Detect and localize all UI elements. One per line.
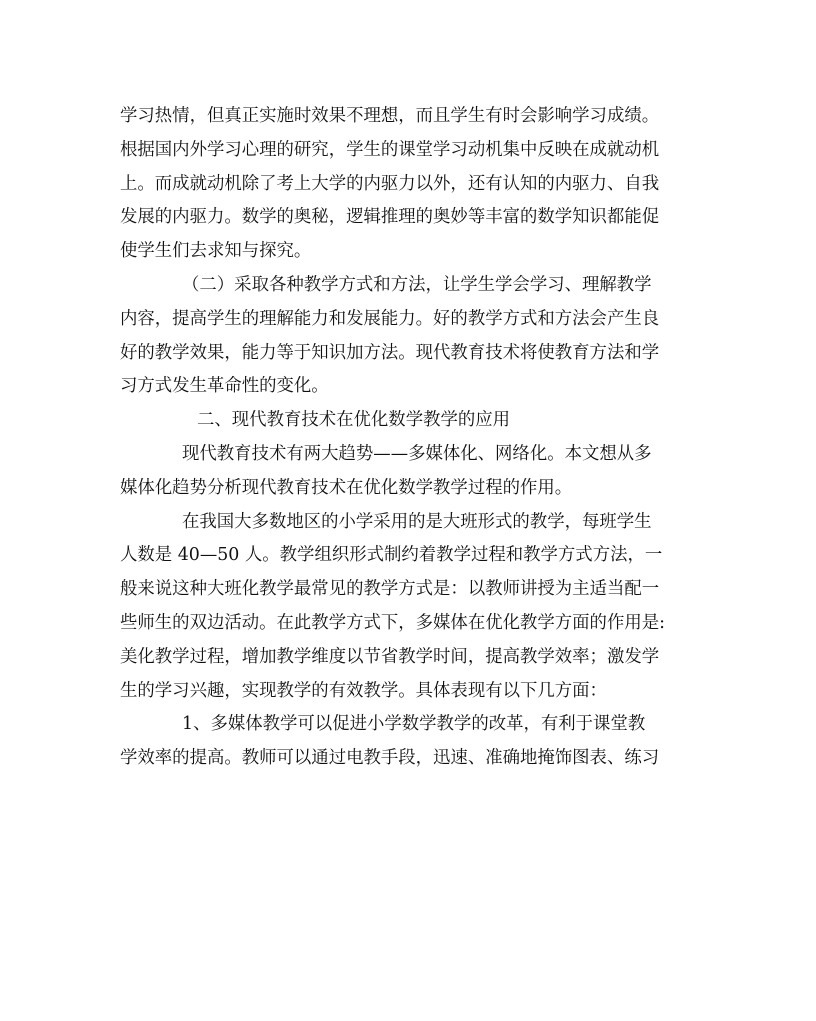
paragraph-line: 习方式发生革命性的变化。 <box>120 376 329 397</box>
paragraph-line: 好的教学效果，能力等于知识加方法。现代教育技术将使教育方法和学 <box>120 342 660 363</box>
paragraph-line: 生的学习兴趣，实现教学的有效教学。具体表现有以下几方面： <box>120 680 607 701</box>
paragraph-line: 内容，提高学生的理解能力和发展能力。好的教学方式和方法会产生良 <box>120 308 660 329</box>
paragraph-line: 上。而成就动机除了考上大学的内驱力以外，还有认知的内驱力、自我 <box>120 173 660 194</box>
paragraph-line: 学效率的提高。教师可以通过电教手段，迅速、准确地掩饰图表、练习 <box>120 748 660 769</box>
paragraph-line: （二）采取各种教学方式和方法，让学生学会学习、理解教学 <box>182 274 652 295</box>
paragraph-line: 媒体化趋势分析现代教育技术在优化数学教学过程的作用。 <box>120 477 573 498</box>
paragraph-line: 学习热情，但真正实施时效果不理想，而且学生有时会影响学习成绩。 <box>120 106 660 126</box>
document-body <box>120 100 702 776</box>
paragraph-line: 发展的内驱力。数学的奥秘，逻辑推理的奥妙等丰富的数学知识都能促 <box>120 207 660 228</box>
paragraph-line: 美化教学过程，增加教学维度以节省教学时间，提高教学效率；激发学 <box>120 646 660 667</box>
paragraph-line: 在我国大多数地区的小学采用的是大班形式的教学，每班学生 <box>182 511 652 532</box>
paragraph-line: 人数是 40—50 人。教学组织形式制约着教学过程和教学方式方法，一 <box>120 545 663 566</box>
paragraph-line: 现代教育技术有两大趋势——多媒体化、网络化。本文想从多 <box>182 443 652 464</box>
paragraph-line: 根据国内外学习心理的研究，学生的课堂学习动机集中反映在成就动机 <box>120 139 660 160</box>
paragraph-line: 1、多媒体教学可以促进小学数学教学的改革，有利于课堂教 <box>182 714 646 735</box>
section-heading: 二、现代教育技术在优化数学教学的应用 <box>197 410 511 431</box>
paragraph-line: 般来说这种大班化教学最常见的教学方式是：以教师讲授为主适当配一 <box>120 579 660 600</box>
paragraph-line: 使学生们去求知与探究。 <box>120 241 312 262</box>
paragraph-line: 些师生的双边活动。在此教学方式下，多媒体在优化教学方面的作用是: <box>120 612 665 633</box>
